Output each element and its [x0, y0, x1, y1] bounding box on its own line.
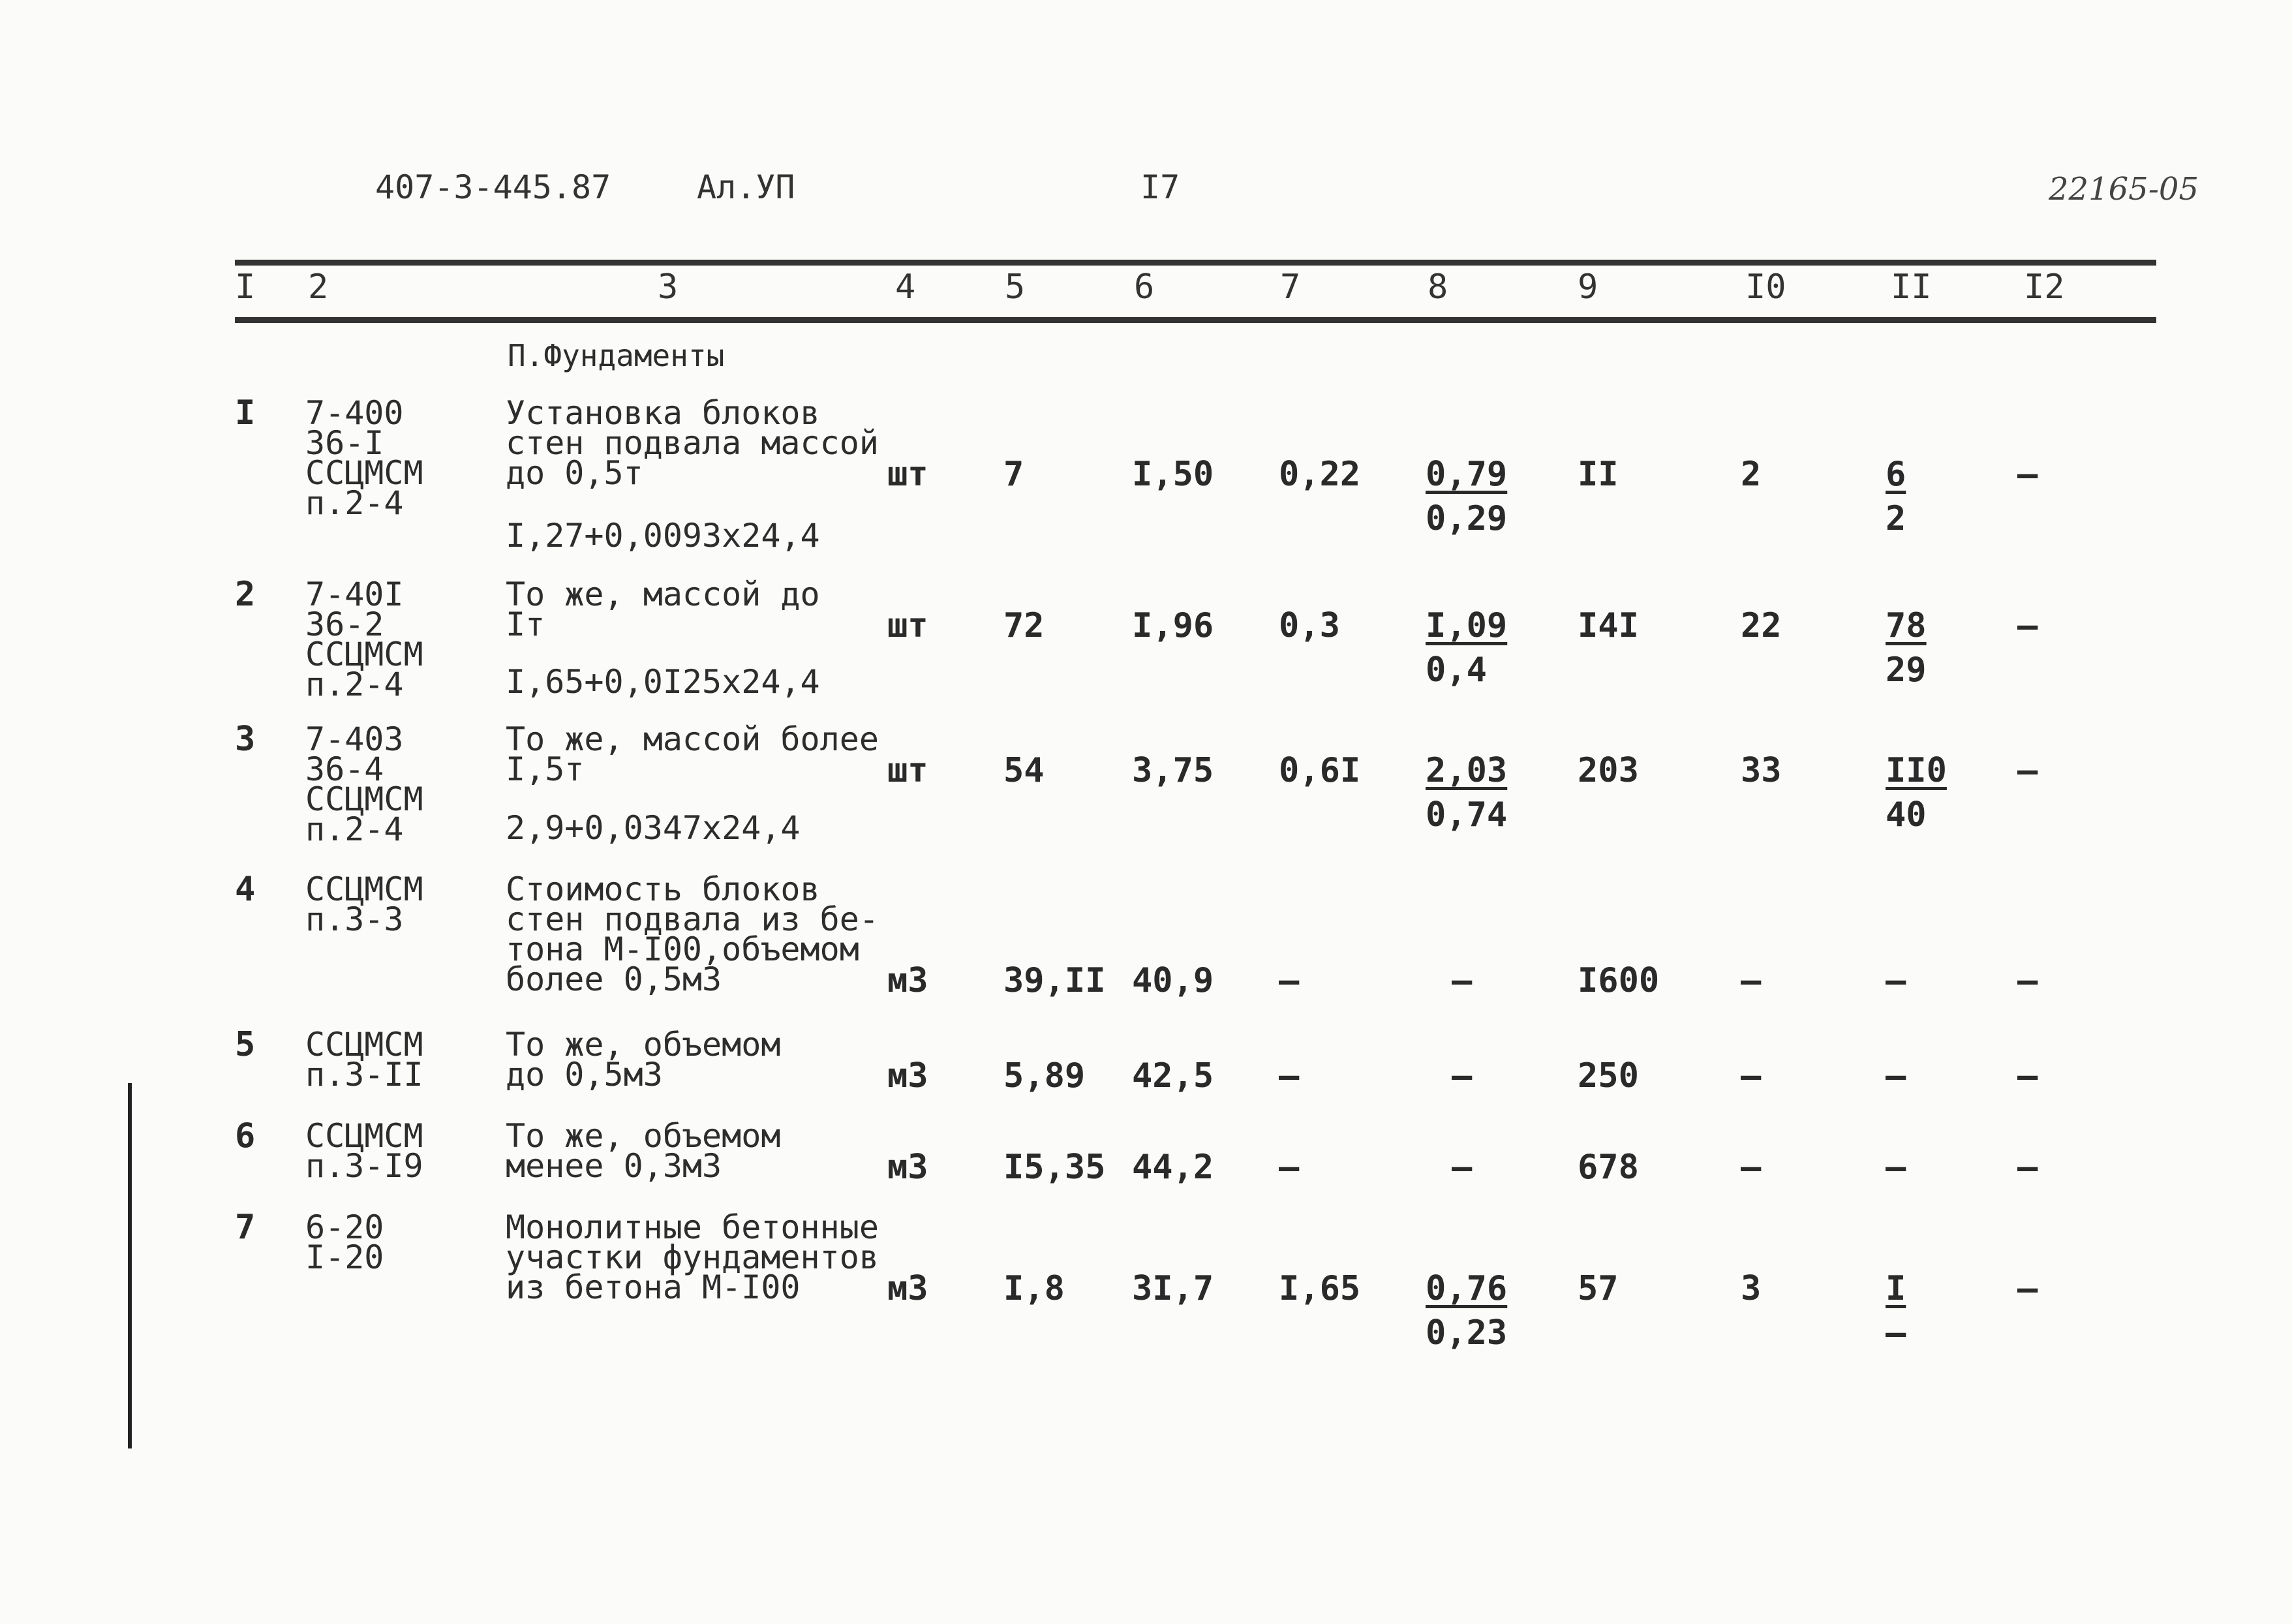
total-wages-cell: 22 [1741, 606, 1782, 645]
labor-cell: – [2017, 1056, 2038, 1095]
machine-total-cell: 78 [1886, 606, 1927, 645]
quantity-cell: 72 [1003, 606, 1045, 645]
wages-cell: 0,6I [1279, 751, 1361, 790]
quantity-cell: 5,89 [1003, 1056, 1086, 1095]
machine-cost-cell: – [1452, 961, 1473, 1000]
machine-total-cell: – [1886, 1056, 1906, 1095]
unit-cell: шт [887, 751, 928, 790]
machine-cost-cell: 0,79 [1426, 455, 1508, 494]
row-number: 6 [235, 1116, 256, 1156]
column-number: 8 [1428, 268, 1448, 307]
work-description-line: Монолитные бетонные [506, 1208, 879, 1246]
machine-total-cell: 6 [1886, 455, 1906, 494]
total-cost-cell: II [1578, 455, 1619, 494]
labor-cell: – [2017, 606, 2038, 645]
unit-cost-cell: 44,2 [1132, 1148, 1214, 1187]
machine-cost-cell: 2,03 [1426, 751, 1508, 790]
quantity-cell: I5,35 [1003, 1148, 1106, 1187]
estimate-code-line: 36-I [305, 424, 384, 462]
wages-cell: I,65 [1279, 1269, 1361, 1308]
work-description-line: до 0,5м3 [506, 1056, 663, 1094]
machine-total-wages-cell: 2 [1886, 499, 1906, 538]
wages-cell: 0,22 [1279, 455, 1361, 494]
work-description-line: из бетона М-I00 [506, 1268, 801, 1306]
work-description-line: стен подвала массой [506, 424, 879, 462]
unit-cell: м3 [887, 1269, 928, 1308]
work-description-line: стен подвала из бе- [506, 900, 879, 938]
column-number: I0 [1745, 268, 1786, 307]
machine-wages-cell: 0,4 [1426, 651, 1487, 690]
row-number: 3 [235, 720, 256, 759]
wages-cell: – [1279, 1056, 1300, 1095]
column-number: 2 [308, 268, 329, 307]
column-number: 9 [1578, 268, 1598, 307]
unit-cost-cell: I,50 [1132, 455, 1214, 494]
column-number: 7 [1280, 268, 1301, 307]
total-cost-cell: 57 [1578, 1269, 1619, 1308]
work-description-line: То же, массой до [506, 575, 820, 613]
row-number: I [235, 393, 256, 433]
row-number: 2 [235, 575, 256, 614]
work-description-line: I,5т [506, 750, 585, 788]
machine-cost-cell: – [1452, 1148, 1473, 1187]
labor-cell: – [2017, 961, 2038, 1000]
estimate-code-line: п.3-3 [305, 900, 404, 938]
section-title: П.Фундаменты [508, 338, 725, 373]
unit-cell: шт [887, 606, 928, 645]
work-description-line: менее 0,3м3 [506, 1147, 722, 1185]
estimate-code-line: ССЦМСМ [305, 870, 423, 908]
total-cost-cell: 250 [1578, 1056, 1639, 1095]
wages-cell: – [1279, 1148, 1300, 1187]
machine-cost-cell: – [1452, 1056, 1473, 1095]
column-number: 4 [895, 268, 916, 307]
work-description-line: То же, массой более [506, 720, 879, 758]
table-top-rule [235, 260, 2156, 266]
row-number: 5 [235, 1025, 256, 1064]
column-number: I [235, 268, 256, 307]
estimate-code-line: 7-403 [305, 720, 404, 758]
work-description-line: тона М-I00,объемом [506, 930, 859, 968]
estimate-code-line: п.3-I9 [305, 1147, 423, 1185]
document-code: 407-3-445.87 [375, 168, 611, 206]
total-wages-cell: – [1741, 1056, 1762, 1095]
machine-total-cell: – [1886, 1148, 1906, 1187]
machine-wages-cell: 0,74 [1426, 795, 1508, 835]
machine-wages-cell: 0,29 [1426, 499, 1508, 538]
total-wages-cell: – [1741, 1148, 1762, 1187]
machine-total-wages-cell: – [1886, 1313, 1906, 1353]
quantity-cell: 39,II [1003, 961, 1106, 1000]
inventory-stamp: 22165-05 [2049, 171, 2199, 207]
estimate-code-line: ССЦМСМ [305, 780, 423, 818]
estimate-code-line: 36-4 [305, 750, 384, 788]
estimate-code-line: п.3-II [305, 1056, 423, 1094]
unit-cell: м3 [887, 1148, 928, 1187]
cost-formula: 2,9+0,0347x24,4 [506, 809, 801, 847]
column-number: I2 [2024, 268, 2065, 307]
estimate-code-line: ССЦМСМ [305, 1117, 423, 1155]
cost-formula: I,27+0,0093x24,4 [506, 517, 820, 555]
work-description-line: То же, объемом [506, 1026, 781, 1064]
estimate-code-line: п.2-4 [305, 484, 404, 522]
margin-binding-line [128, 1083, 132, 1448]
total-wages-cell: 33 [1741, 751, 1782, 790]
unit-cost-cell: 3I,7 [1132, 1269, 1214, 1308]
estimate-code-line: 6-20 [305, 1208, 384, 1246]
total-cost-cell: I4I [1578, 606, 1639, 645]
labor-cell: – [2017, 751, 2038, 790]
estimate-code-line: ССЦМСМ [305, 636, 423, 673]
unit-cell: м3 [887, 961, 928, 1000]
wages-cell: 0,3 [1279, 606, 1340, 645]
cost-formula: I,65+0,0I25x24,4 [506, 663, 820, 701]
total-wages-cell: – [1741, 961, 1762, 1000]
row-number: 4 [235, 870, 256, 909]
total-wages-cell: 3 [1741, 1269, 1762, 1308]
page-number: I7 [1140, 168, 1180, 206]
column-number: 6 [1134, 268, 1155, 307]
quantity-cell: I,8 [1003, 1269, 1065, 1308]
column-number: 5 [1005, 268, 1026, 307]
album-number: Ал.УП [697, 168, 795, 206]
machine-cost-cell: I,09 [1426, 606, 1508, 645]
labor-cell: – [2017, 1148, 2038, 1187]
estimate-code-line: ССЦМСМ [305, 1026, 423, 1064]
work-description-line: участки фундаментов [506, 1238, 879, 1276]
work-description-line: до 0,5т [506, 454, 643, 492]
machine-total-wages-cell: 40 [1886, 795, 1927, 835]
unit-cost-cell: I,96 [1132, 606, 1214, 645]
machine-total-wages-cell: 29 [1886, 651, 1927, 690]
estimate-code-line: 7-40I [305, 575, 404, 613]
total-wages-cell: 2 [1741, 455, 1762, 494]
work-description-line: более 0,5м3 [506, 960, 722, 998]
table-header-rule [235, 317, 2156, 323]
work-description-line: То же, объемом [506, 1117, 781, 1155]
estimate-code-line: ССЦМСМ [305, 454, 423, 492]
labor-cell: – [2017, 1269, 2038, 1308]
quantity-cell: 54 [1003, 751, 1045, 790]
work-description-line: Стоимость блоков [506, 870, 820, 908]
unit-cost-cell: 42,5 [1132, 1056, 1214, 1095]
unit-cost-cell: 40,9 [1132, 961, 1214, 1000]
row-number: 7 [235, 1208, 256, 1247]
total-cost-cell: I600 [1578, 961, 1660, 1000]
column-number: II [1891, 268, 1932, 307]
work-description-line: Установка блоков [506, 394, 820, 432]
work-description-line: Iт [506, 605, 545, 643]
unit-cost-cell: 3,75 [1132, 751, 1214, 790]
wages-cell: – [1279, 961, 1300, 1000]
column-number: 3 [658, 268, 679, 307]
total-cost-cell: 678 [1578, 1148, 1639, 1187]
total-cost-cell: 203 [1578, 751, 1639, 790]
unit-cell: шт [887, 455, 928, 494]
labor-cell: – [2017, 455, 2038, 494]
unit-cell: м3 [887, 1056, 928, 1095]
estimate-code-line: I-20 [305, 1238, 384, 1276]
estimate-code-line: 7-400 [305, 394, 404, 432]
estimate-code-line: п.2-4 [305, 666, 404, 703]
estimate-code-line: 36-2 [305, 605, 384, 643]
machine-total-cell: II0 [1886, 751, 1947, 790]
machine-wages-cell: 0,23 [1426, 1313, 1508, 1353]
machine-total-cell: – [1886, 961, 1906, 1000]
quantity-cell: 7 [1003, 455, 1024, 494]
machine-cost-cell: 0,76 [1426, 1269, 1508, 1308]
estimate-code-line: п.2-4 [305, 810, 404, 848]
machine-total-cell: I [1886, 1269, 1906, 1308]
